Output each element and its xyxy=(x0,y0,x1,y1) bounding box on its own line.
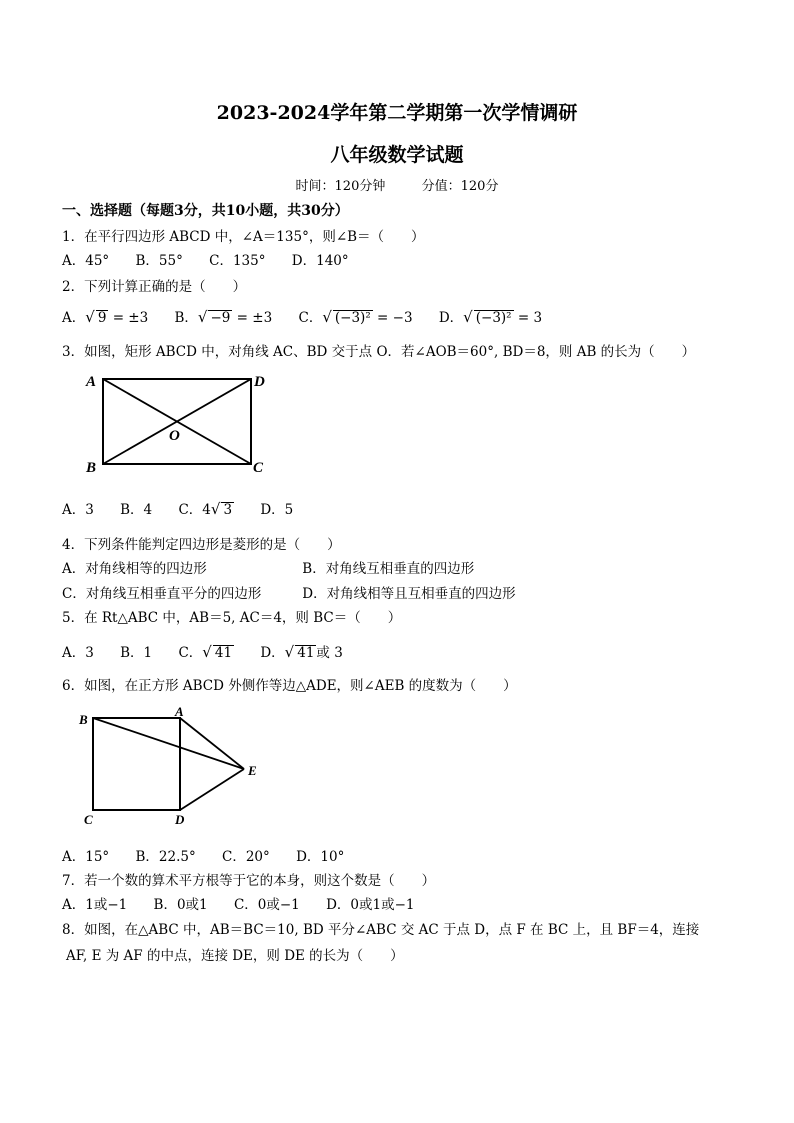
q6-square-triangle-figure xyxy=(72,702,272,832)
q1-options xyxy=(62,249,371,269)
q5-stem: 5．在 Rt△ABC 中，AB＝5, AC＝4，则 BC＝（ ） xyxy=(62,610,402,626)
q8-stem-line1: 8．如图，在△ABC 中，AB＝BC＝10, BD 平分∠ABC 交 AC 于点 D，点 F 在 BC 上，且 BF＝4，连接 xyxy=(62,922,700,938)
q4-option-b: B．对角线互相垂直的四边形 xyxy=(302,561,475,577)
q6-stem: 6．如图，在正方形 ABCD 外侧作等边△ADE，则∠AEB 的度数为（ ） xyxy=(62,678,517,694)
exam-subtitle: 八年级数学试题 xyxy=(330,144,464,166)
q2-option-d: D．√ (−3)² = 3 xyxy=(438,308,543,326)
q1-option-d: D．140° xyxy=(291,253,349,269)
q3-option-d: D．5 xyxy=(260,502,294,518)
q1-stem: 1．在平行四边形 ABCD 中，∠A＝135°，则∠B＝（ ） xyxy=(62,229,425,245)
q4-option-a: A．对角线相等的四边形 xyxy=(62,561,207,577)
q2-options xyxy=(62,306,564,326)
label-b: B xyxy=(79,712,88,727)
exam-info xyxy=(0,175,794,194)
q5-option-b: B．1 xyxy=(120,645,153,661)
radicand: 9 xyxy=(97,310,107,326)
exam-title: 2023-2024学年第二学期第一次学情调研 xyxy=(216,102,578,124)
q7-options xyxy=(62,893,436,913)
q3-options xyxy=(62,498,315,518)
label-a: A xyxy=(175,704,184,719)
q4-stem: 4．下列条件能判定四边形是菱形的是（ ） xyxy=(62,537,341,553)
radicand: −9 xyxy=(210,310,231,326)
radicand: 41 xyxy=(297,645,315,661)
q6-option-b: B．22.5° xyxy=(135,849,196,865)
label-e: E xyxy=(248,763,257,778)
section-heading: 一、选择题（每题3分，共10小题，共30分） xyxy=(62,203,349,219)
q3-option-b: B．4 xyxy=(120,502,153,518)
label-d: D xyxy=(175,812,185,827)
q5-option-a: A．3 xyxy=(62,645,94,661)
side-ae xyxy=(180,718,244,769)
q4-options-row1 xyxy=(62,557,474,577)
q3-stem: 3．如图，矩形 ABCD 中，对角线 AC、BD 交于点 O．若∠AOB＝60°, BD＝8，则 AB 的长为（ ） xyxy=(62,344,696,360)
q7-stem: 7．若一个数的算术平方根等于它的本身，则这个数是（ ） xyxy=(62,873,436,889)
q5-option-d: D．√ 41 或 3 xyxy=(260,643,343,661)
q7-option-b: B．0或1 xyxy=(153,897,208,913)
side-de xyxy=(180,769,244,810)
q6-option-d: D．10° xyxy=(296,849,345,865)
label-o: O xyxy=(169,428,180,444)
label-a: A xyxy=(86,374,97,390)
q7-option-c: C．0或−1 xyxy=(233,897,300,913)
label-c: C xyxy=(253,460,264,476)
q3-option-a: A．3 xyxy=(62,502,94,518)
label-c: C xyxy=(84,812,93,827)
segment-be xyxy=(93,718,244,769)
q8-stem-line2: AF, E 为 AF 的中点，连接 DE，则 DE 的长为（ ） xyxy=(66,948,404,964)
q2-option-b: B．√ −9 = ±3 xyxy=(174,308,273,326)
radicand: (−3)² xyxy=(334,310,371,326)
q2-option-a: A．√ 9 = ±3 xyxy=(62,308,149,326)
q1-option-c: C．135° xyxy=(209,253,266,269)
q4-options-row2 xyxy=(62,582,516,602)
q3-option-c: C．4√ 3 xyxy=(178,500,233,518)
q7-option-a: A．1或−1 xyxy=(62,897,128,913)
radicand: 41 xyxy=(214,645,233,661)
q2-stem: 2．下列计算正确的是（ ） xyxy=(62,279,247,295)
q4-option-d: D．对角线相等且互相垂直的四边形 xyxy=(302,586,516,602)
q6-option-c: C．20° xyxy=(222,849,270,865)
q5-option-c: C．√ 41 xyxy=(178,643,233,661)
label-b: B xyxy=(86,460,97,476)
q7-option-d: D．0或1或−1 xyxy=(326,897,415,913)
q3-rectangle-figure xyxy=(80,366,280,478)
q6-options xyxy=(62,845,366,865)
radicand: 3 xyxy=(223,502,233,518)
q6-option-a: A．15° xyxy=(62,849,110,865)
exam-time: 时间：120分钟 xyxy=(295,179,386,194)
label-d: D xyxy=(254,374,265,390)
radicand: (−3)² xyxy=(475,310,512,326)
q2-option-c: C．√ (−3)² = −3 xyxy=(298,308,413,326)
q1-option-b: B．55° xyxy=(135,253,183,269)
q5-options xyxy=(62,641,365,661)
q1-option-a: A．45° xyxy=(62,253,110,269)
q4-option-c: C．对角线互相垂直平分的四边形 xyxy=(62,586,262,602)
exam-score: 分值：120分 xyxy=(421,179,499,194)
